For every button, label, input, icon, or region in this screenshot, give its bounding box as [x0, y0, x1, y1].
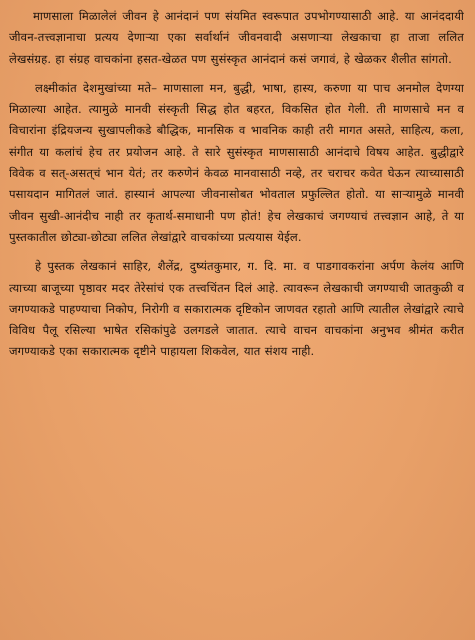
paragraph-intro: माणसाला मिळालेलं जीवन हे आनंदानं पण संयमित स्वरूपात उपभोगण्यासाठी आहे. या आनंददायी जीवन-तत्त्वज्ञानाचा प्रत्यय देणाऱ्या एका सर्वार्थानं जीवनवादी असणाऱ्या लेखकाचा हा ताजा ललित लेखसंग्रह. हा संग्रह वाचकांना हसत-खेळत पण सुसंस्कृत आनंदानं कसं जगावं, हे खेळकर शैलीत सांगतो. — [9, 9, 464, 66]
paragraph-dedication: हे पुस्तक लेखकानं साहिर, शैलेंद्र, दुष्यंतकुमार, ग. दि. मा. व पाडगावकरांना अर्पण केलंय आणि त्याच्या बाजूच्या पृष्ठावर मदर तेरेसांचं एक तत्त्वचिंतन दिलं आहे. त्यावरून लेखकाची जगण्याची जातकुळी व जगण्याकडे पाहण्याचा निकोप, निरोगी व सकारात्मक दृष्टिकोन जाणवत रहातो आणि त्यातील लेखांद्वारे त्याचे विविध पैलू रसिल्या भाषेत रसिकांपुढे उलगडले जातात. त्याचे वाचन वाचकांना अनुभव श्रीमंत करीत जगण्याकडे एका सकारात्मक दृष्टीने पाहायला शिकवेल, यात संशय नाही. — [9, 259, 464, 359]
paragraph-author-view: लक्ष्मीकांत देशमुखांच्या मते– माणसाला मन, बुद्धी, भाषा, हास्य, करुणा या पाच अनमोल देणग्या मिळाल्या आहेत. त्यामुळे मानवी संस्कृती सिद्ध होत बहरत, विकसित होत गेली. ती माणसाचे मन व विचारांना इंद्रियजन्य सुखापलीकडे बौद्धिक, मानसिक व भावनिक काही तरी मागत असते, साहित्य, कला, संगीत या कलांचं हेच तर प्रयोजन आहे. ते सारे सुसंस्कृत माणसासाठी आनंदाचे विषय आहेत. बुद्धीद्वारे विवेक व सत्-असत्‌चं भान येतं; तर करुणेनं केवळ मानवासाठी नव्हे, तर चराचर कवेत घेऊन त्याच्यासाठी पसायदान मागितलं जातं. हास्यानं आपल्या जीवनासोबत भोवताल प्रफुल्लित होतो. या साऱ्यामुळे मानवी जीवन सुखी-आनंदीच नाही तर कृतार्थ-समाधानी पण होतं! हेच लेखकाचं जगण्याचं तत्त्वज्ञान आहे, ते या पुस्तकातील छोट्या-छोट्या ललित लेखांद्वारे वाचकांच्या प्रत्ययास येईल. — [9, 80, 464, 244]
